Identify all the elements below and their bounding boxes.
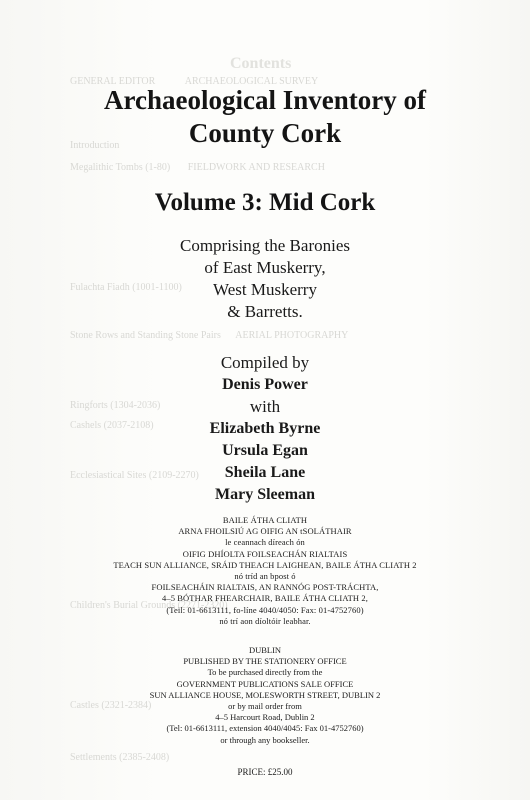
imprint-line: or by mail order from xyxy=(228,701,302,712)
imprint-line: nó tríd an bpost ó xyxy=(234,571,296,582)
bleed-through-text: Cashels (2037-2108) xyxy=(70,420,154,431)
bleed-through-text: Ecclesiastical Sites (2109-2270) xyxy=(70,470,199,481)
author-name: Elizabeth Byrne xyxy=(209,420,321,437)
author-name: Denis Power xyxy=(222,376,308,393)
bleed-through-text: Introduction xyxy=(70,140,120,151)
book-title-line: County Cork xyxy=(188,118,342,148)
imprint-line: FOILSEACHÁIN RIALTAIS, AN RANNÓG POST-TRÁCHTA, xyxy=(151,582,379,593)
imprint-english xyxy=(0,645,530,746)
imprint-line: 4–5 Harcourt Road, Dublin 2 xyxy=(215,712,315,723)
imprint-line: nó trí aon díoltóir leabhar. xyxy=(219,615,311,626)
comprising-line: Comprising the Baronies xyxy=(180,236,350,255)
imprint-irish xyxy=(0,515,530,627)
imprint-line: TEACH SUN ALLIANCE, SRÁID THEACH LAIGHEAN, BAILE ÁTHA CLIATH 2 xyxy=(113,559,417,570)
book-title-line: Archaeological Inventory of xyxy=(104,85,426,115)
bleed-through-text: Settlements (2385-2408) xyxy=(70,752,170,763)
comprising-text xyxy=(0,235,530,323)
bleed-through-text: Megalithic Tombs (1-80) FIELDWORK AND RESEARCH xyxy=(70,162,325,173)
volume-title: Volume 3: Mid Cork xyxy=(154,189,376,216)
imprint-line: ARNA FHOILSIÚ AG OIFIG AN tSOLÁTHAIR xyxy=(178,526,352,537)
bleed-through-text: GENERAL EDITOR ARCHAEOLOGICAL SURVEY xyxy=(70,76,319,87)
imprint-line: OIFIG DHÍOLTA FOILSEACHÁN RIALTAIS xyxy=(182,548,348,559)
bleed-through-text: Fulachta Fiadh (1001-1100) xyxy=(70,282,182,293)
imprint-line: BAILE ÁTHA CLIATH xyxy=(222,515,308,525)
imprint-line: DUBLIN xyxy=(248,645,282,655)
author-name: Sheila Lane xyxy=(224,464,306,481)
bleed-through-text: Castles (2321-2384) xyxy=(70,700,152,711)
comprising-line: of East Muskerry, xyxy=(204,258,326,277)
bleed-through-text: Ringforts (1304-2036) xyxy=(70,400,161,411)
bleed-through-text: Stone Rows and Standing Stone Pairs AERIAL PHOTOGRAPHY xyxy=(70,330,349,341)
imprint-line: or through any bookseller. xyxy=(220,734,310,745)
author-name: Ursula Egan xyxy=(222,442,308,459)
book-title xyxy=(0,84,530,150)
comprising-line: & Barretts. xyxy=(227,302,303,321)
imprint-line: PUBLISHED BY THE STATIONERY OFFICE xyxy=(183,656,347,667)
bleed-through-text: Contents xyxy=(230,55,292,72)
imprint-line: (Tel: 01-6613111, extension 4040/4045: Fax 01-4752760) xyxy=(166,723,364,734)
imprint-line: le ceannach díreach ón xyxy=(225,537,305,548)
bleed-through-text: Children's Burial Grounds (2271-2320) xyxy=(70,600,228,611)
author-name: Mary Sleeman xyxy=(215,486,315,503)
with-label: with xyxy=(249,397,281,416)
comprising-line: West Muskerry xyxy=(213,280,317,299)
price-label: PRICE: £25.00 xyxy=(237,767,293,777)
imprint-line: To be purchased directly from the xyxy=(207,667,323,678)
authors-list xyxy=(0,374,530,506)
imprint-line: GOVERNMENT PUBLICATIONS SALE OFFICE xyxy=(176,678,354,689)
imprint-line: 4–5 BÓTHAR FHEARCHAIR, BAILE ÁTHA CLIATH 2, xyxy=(162,593,368,604)
compiled-by-label: Compiled by xyxy=(220,353,310,372)
imprint-line: (Teil: 01-6613111, fo-líne 4040/4050: Fax: 01-4752760) xyxy=(166,604,364,615)
imprint-line: SUN ALLIANCE HOUSE, MOLESWORTH STREET, DUBLIN 2 xyxy=(149,689,381,700)
